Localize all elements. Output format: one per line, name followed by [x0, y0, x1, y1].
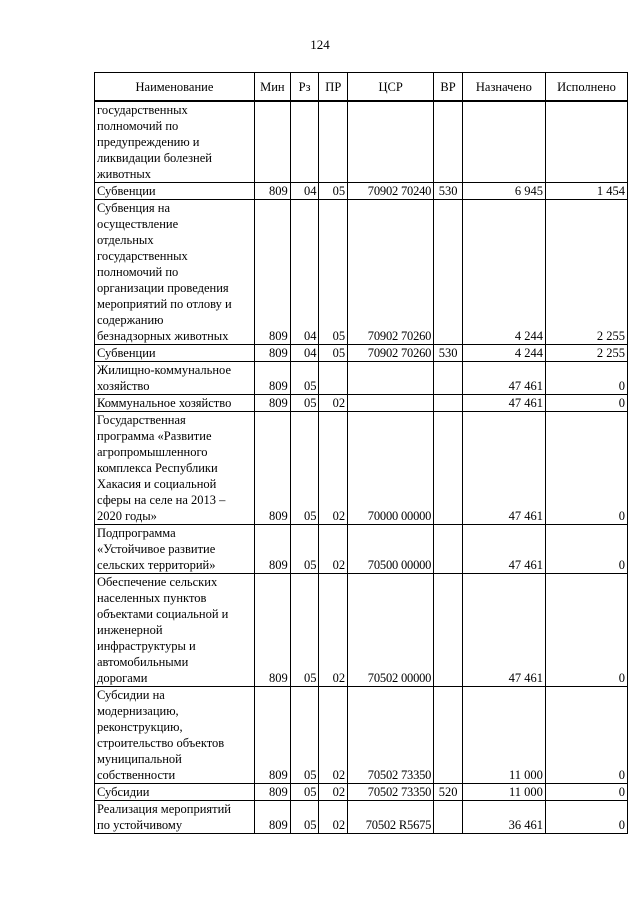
cell-pr — [319, 101, 348, 183]
header-name: Наименование — [95, 73, 255, 102]
header-executed: Исполнено — [545, 73, 627, 102]
cell-vr: 530 — [434, 183, 463, 200]
cell-assigned: 47 461 — [462, 395, 545, 412]
cell-vr — [434, 200, 463, 345]
cell-name: Государственная программа «Развитие агропромышленного комплекса Республики Хакасия и социальной сферы на селе на 2013 – 2020 годы» — [95, 412, 255, 525]
cell-vr — [434, 574, 463, 687]
cell-vr — [434, 101, 463, 183]
cell-vr: 530 — [434, 345, 463, 362]
cell-name: Подпрограмма «Устойчивое развитие сельских территорий» — [95, 525, 255, 574]
cell-pr — [319, 362, 348, 395]
cell-pr: 02 — [319, 574, 348, 687]
cell-vr — [434, 801, 463, 834]
cell-csr — [348, 101, 434, 183]
cell-assigned — [462, 101, 545, 183]
cell-executed: 0 — [545, 687, 627, 784]
cell-pr: 02 — [319, 784, 348, 801]
cell-assigned: 36 461 — [462, 801, 545, 834]
cell-name: Субсидии на модернизацию, реконструкцию, строительство объектов муниципальной собственности — [95, 687, 255, 784]
cell-pr: 02 — [319, 395, 348, 412]
cell-csr — [348, 395, 434, 412]
cell-rz: 05 — [290, 412, 319, 525]
cell-csr: 70500 00000 — [348, 525, 434, 574]
table-row — [95, 784, 628, 801]
cell-assigned: 47 461 — [462, 362, 545, 395]
cell-executed: 2 255 — [545, 200, 627, 345]
header-min: Мин — [254, 73, 290, 102]
cell-rz — [290, 101, 319, 183]
cell-name: Субвенция на осуществление отдельных государственных полномочий по организации проведения мероприятий по отлову и содержанию безнадзорных животных — [95, 200, 255, 345]
cell-rz: 05 — [290, 801, 319, 834]
cell-pr: 05 — [319, 345, 348, 362]
cell-rz: 05 — [290, 362, 319, 395]
cell-name: Субсидии — [95, 784, 255, 801]
cell-min: 809 — [254, 412, 290, 525]
cell-vr — [434, 395, 463, 412]
cell-rz: 04 — [290, 200, 319, 345]
cell-executed: 0 — [545, 395, 627, 412]
cell-assigned: 6 945 — [462, 183, 545, 200]
cell-min: 809 — [254, 784, 290, 801]
cell-assigned: 11 000 — [462, 784, 545, 801]
table-header-row — [95, 73, 628, 102]
cell-rz: 04 — [290, 183, 319, 200]
cell-name: Жилищно-коммунальное хозяйство — [95, 362, 255, 395]
cell-executed: 0 — [545, 525, 627, 574]
cell-min: 809 — [254, 687, 290, 784]
cell-min: 809 — [254, 200, 290, 345]
cell-name: Субвенции — [95, 183, 255, 200]
header-vr: ВР — [434, 73, 463, 102]
header-pr: ПР — [319, 73, 348, 102]
cell-min — [254, 101, 290, 183]
table-row — [95, 412, 628, 525]
cell-executed — [545, 101, 627, 183]
cell-pr: 02 — [319, 412, 348, 525]
cell-min: 809 — [254, 395, 290, 412]
cell-name: Реализация мероприятий по устойчивому — [95, 801, 255, 834]
cell-min: 809 — [254, 345, 290, 362]
cell-assigned: 11 000 — [462, 687, 545, 784]
cell-pr: 02 — [319, 525, 348, 574]
table-row — [95, 525, 628, 574]
cell-vr — [434, 687, 463, 784]
cell-assigned: 4 244 — [462, 345, 545, 362]
cell-rz: 05 — [290, 395, 319, 412]
cell-assigned: 47 461 — [462, 574, 545, 687]
header-rz: Рз — [290, 73, 319, 102]
cell-csr: 70502 00000 — [348, 574, 434, 687]
header-csr: ЦСР — [348, 73, 434, 102]
cell-vr — [434, 362, 463, 395]
cell-executed: 2 255 — [545, 345, 627, 362]
cell-assigned: 47 461 — [462, 525, 545, 574]
cell-min: 809 — [254, 801, 290, 834]
cell-executed: 1 454 — [545, 183, 627, 200]
cell-csr: 70000 00000 — [348, 412, 434, 525]
cell-name: государственных полномочий по предупреждению и ликвидации болезней животных — [95, 101, 255, 183]
cell-csr: 70502 73350 — [348, 687, 434, 784]
cell-csr: 70902 70260 — [348, 200, 434, 345]
cell-rz: 05 — [290, 687, 319, 784]
cell-vr — [434, 412, 463, 525]
cell-executed: 0 — [545, 574, 627, 687]
cell-csr: 70902 70240 — [348, 183, 434, 200]
cell-executed: 0 — [545, 784, 627, 801]
table-row — [95, 574, 628, 687]
cell-name: Субвенции — [95, 345, 255, 362]
table-row — [95, 362, 628, 395]
table-row — [95, 687, 628, 784]
page-number: 124 — [310, 37, 330, 52]
cell-min: 809 — [254, 362, 290, 395]
cell-assigned: 4 244 — [462, 200, 545, 345]
cell-csr: 70502 73350 — [348, 784, 434, 801]
table-row — [95, 183, 628, 200]
table-row — [95, 345, 628, 362]
cell-executed: 0 — [545, 412, 627, 525]
cell-pr: 02 — [319, 687, 348, 784]
table-row — [95, 200, 628, 345]
cell-pr: 05 — [319, 200, 348, 345]
table-row — [95, 395, 628, 412]
cell-min: 809 — [254, 525, 290, 574]
cell-vr — [434, 525, 463, 574]
cell-pr: 02 — [319, 801, 348, 834]
cell-rz: 05 — [290, 574, 319, 687]
cell-executed: 0 — [545, 362, 627, 395]
header-assigned: Назначено — [462, 73, 545, 102]
cell-pr: 05 — [319, 183, 348, 200]
budget-table — [94, 72, 628, 834]
cell-min: 809 — [254, 183, 290, 200]
cell-assigned: 47 461 — [462, 412, 545, 525]
cell-vr: 520 — [434, 784, 463, 801]
cell-csr: 70902 70260 — [348, 345, 434, 362]
cell-name: Коммунальное хозяйство — [95, 395, 255, 412]
cell-rz: 04 — [290, 345, 319, 362]
table-row — [95, 801, 628, 834]
cell-csr — [348, 362, 434, 395]
table-row — [95, 101, 628, 183]
cell-min: 809 — [254, 574, 290, 687]
cell-rz: 05 — [290, 784, 319, 801]
cell-rz: 05 — [290, 525, 319, 574]
cell-executed: 0 — [545, 801, 627, 834]
cell-csr: 70502 R5675 — [348, 801, 434, 834]
cell-name: Обеспечение сельских населенных пунктов объектами социальной и инженерной инфраструктуры и автомобильными дорогами — [95, 574, 255, 687]
